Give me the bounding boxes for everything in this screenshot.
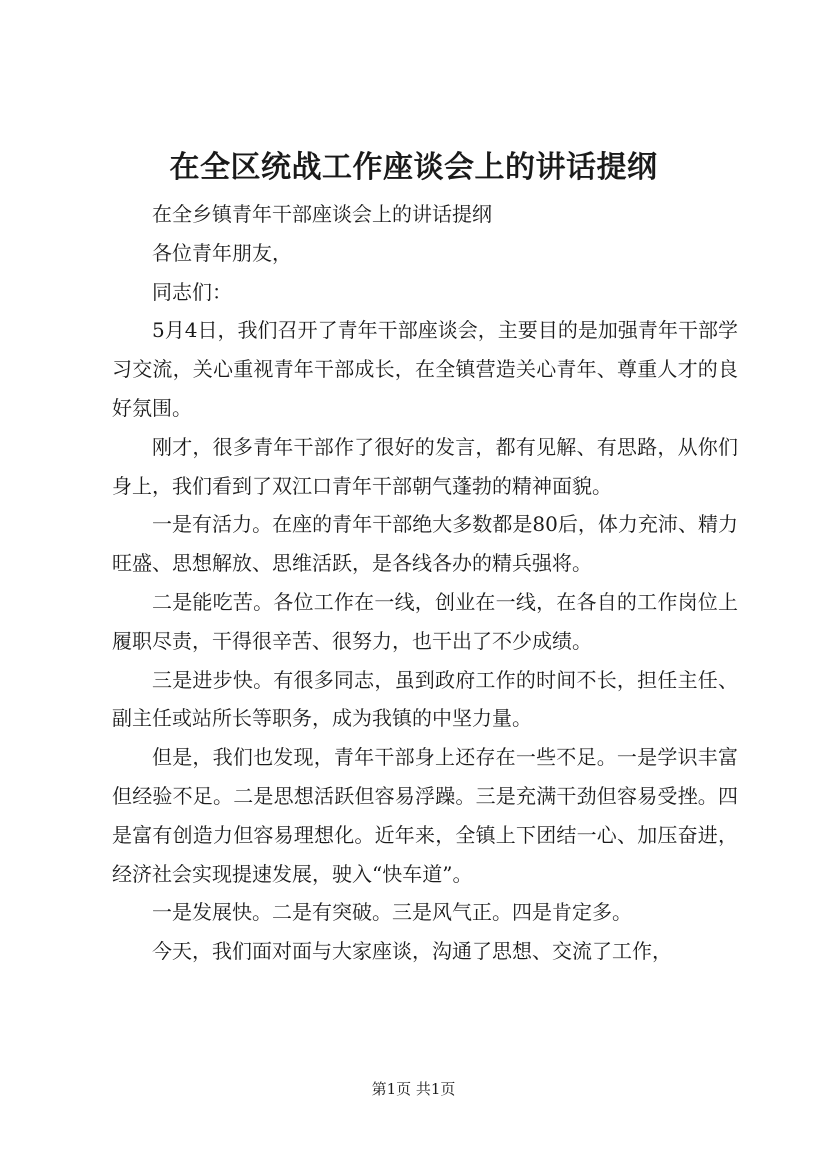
paragraph: 在全乡镇青年干部座谈会上的讲话提纲 [152,202,492,226]
paragraph: 三是进步快。有很多同志，虽到政府工作的时间不长，担任主任、副主任或站所长等职务，成为我镇的中坚力量。 [112,667,738,731]
document-title: 在全区统战工作座谈会上的讲话提纲 [169,150,658,185]
paragraph: 同志们： [152,279,232,304]
paragraph: 一是有活力。在座的青年干部绝大多数都是80后，体力充沛、精力旺盛、思想解放、思维活跃，是各线各办的精兵强将。 [112,512,738,576]
paragraph: 各位青年朋友， [152,240,292,265]
paragraph: 但是，我们也发现，青年干部身上还存在一些不足。一是学识丰富但经验不足。二是思想活跃但容易浮躁。三是充满干劲但容易受挫。四是富有创造力但容易理想化。近年来，全镇上下团结一心、加压奋进，经济社会实现提速发展，驶入“快车道”。 [112,745,738,886]
paragraph: 一是发展快。二是有突破。三是风气正。四是肯定多。 [152,900,632,925]
paragraph: 二是能吃苦。各位工作在一线，创业在一线，在各自的工作岗位上履职尽责，干得很辛苦、很努力，也干出了不少成绩。 [112,589,738,653]
paragraph: 5月4日，我们召开了青年干部座谈会，主要目的是加强青年干部学习交流，关心重视青年干部成长，在全镇营造关心青年、尊重人才的良好氛围。 [112,318,738,420]
document-body [112,195,738,971]
paragraph: 今天，我们面对面与大家座谈，沟通了思想、交流了工作， [152,939,672,964]
paragraph: 刚才，很多青年干部作了很好的发言，都有见解、有思路，从你们身上，我们看到了双江口青年干部朝气蓬勃的精神面貌。 [112,434,738,498]
page-footer: 第1页 共1页 [371,1080,456,1098]
